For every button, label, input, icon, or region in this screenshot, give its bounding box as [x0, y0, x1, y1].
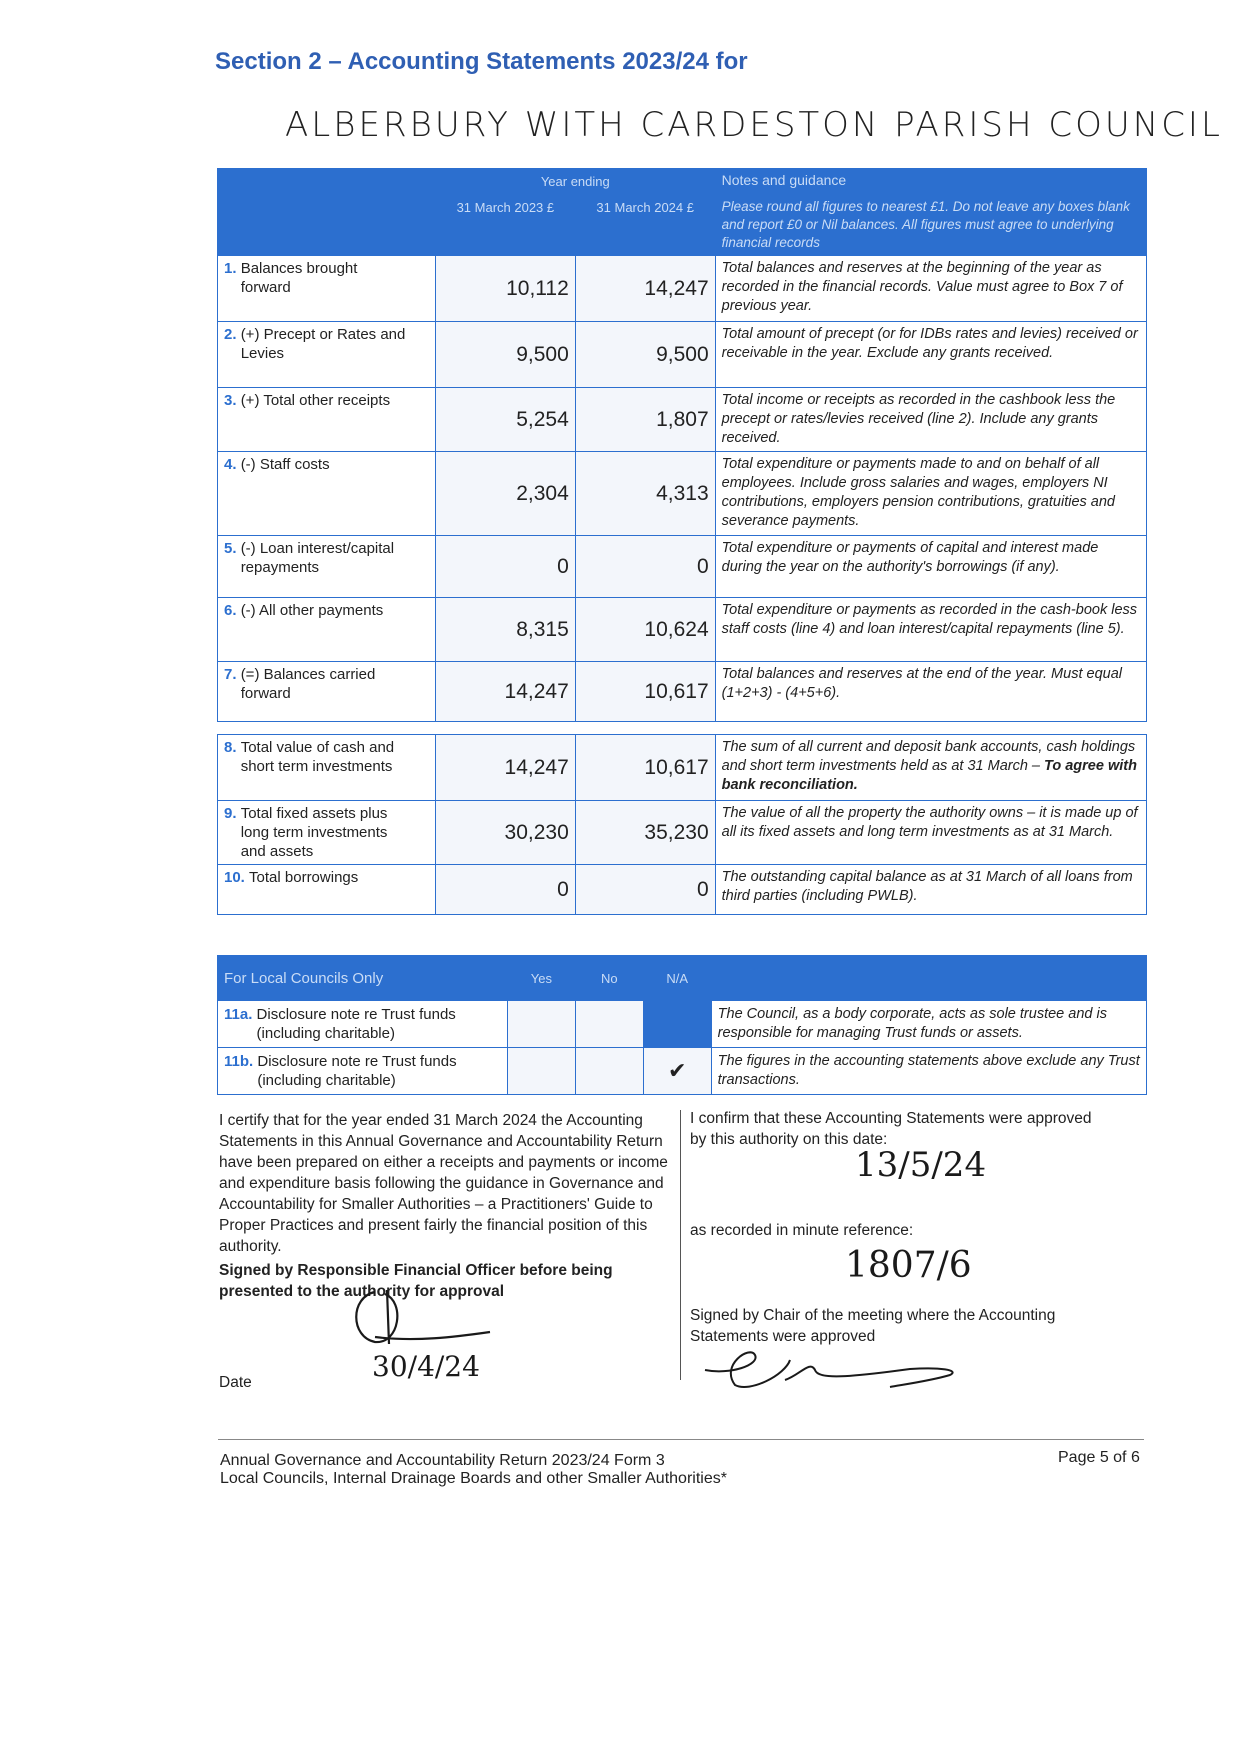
- balance-rows: [218, 735, 1147, 915]
- value-2023: 14,247: [435, 662, 575, 722]
- row-number: 5.: [224, 540, 237, 557]
- row-label-cell: [218, 662, 436, 722]
- row-note-bold: To agree with bank reconciliation.: [721, 758, 1137, 793]
- no-checkbox-11a[interactable]: [575, 1001, 643, 1048]
- value-2024: 4,313: [575, 452, 715, 536]
- row-note: Total income or receipts as recorded in the cashbook less the precept or rates/levies received (line 2). Include any grants received.: [715, 388, 1146, 452]
- value-2023: 14,247: [435, 735, 575, 801]
- table-row: [218, 322, 1147, 388]
- row-number: 10.: [224, 869, 245, 886]
- row-note-text: The sum of all current and deposit bank accounts, cash holdings and short term investments held as at 31 March –: [721, 739, 1136, 774]
- local-councils-table: [217, 955, 1147, 1095]
- row-note: Total expenditure or payments of capital and interest made during the year on the authority's borrowings (if any).: [715, 536, 1146, 598]
- value-2023: 8,315: [435, 598, 575, 662]
- value-2024: 9,500: [575, 322, 715, 388]
- year-ending-header: Year ending: [435, 169, 715, 195]
- na-checkbox-11b[interactable]: ✔: [643, 1048, 711, 1095]
- no-checkbox-11b[interactable]: [575, 1048, 643, 1095]
- row-label: (-) Loan interest/capital repayments: [240, 540, 395, 576]
- row-note: Total expenditure or payments made to and on behalf of all employees. Include gross salaries and wages, employers NI contributions, employers pension contributions, gratuities and severance payments.: [715, 452, 1146, 536]
- value-2024: 35,230: [575, 801, 715, 865]
- na-checkbox-11a[interactable]: [643, 1001, 711, 1048]
- row-label: (=) Balances carried forward: [240, 666, 376, 702]
- value-2023: 5,254: [435, 388, 575, 452]
- confirm-text: I confirm that these Accounting Statements were approved by this authority on this date:: [690, 1110, 1092, 1148]
- row-label-cell: [218, 865, 436, 915]
- row-label: (-) All other payments: [240, 602, 384, 619]
- divider-line: [680, 1110, 681, 1380]
- value-2023: 0: [435, 865, 575, 915]
- row-label: Total fixed assets plus long term investments and assets: [240, 805, 388, 860]
- page-title: Section 2 – Accounting Statements 2023/24 for: [215, 48, 748, 75]
- accounting-statements-table: [217, 168, 1147, 915]
- row-label: Total value of cash and short term investments: [240, 739, 395, 775]
- row-number: 3.: [224, 392, 237, 409]
- table-row: [218, 865, 1147, 915]
- page-number: Page 5 of 6: [1058, 1449, 1140, 1466]
- value-2023: 2,304: [435, 452, 575, 536]
- value-2024: 10,617: [575, 662, 715, 722]
- yes-header: Yes: [507, 956, 575, 1001]
- row-label-cell: [218, 452, 436, 536]
- col-2023-header: 31 March 2023 £: [435, 195, 575, 256]
- table-row: [218, 388, 1147, 452]
- local-councils-header-blank: [711, 956, 1146, 1001]
- row-number: 7.: [224, 666, 237, 683]
- footer-line1: Annual Governance and Accountability Return 2023/24 Form 3: [220, 1452, 665, 1469]
- table-row: [218, 536, 1147, 598]
- value-2024: 10,624: [575, 598, 715, 662]
- chair-signed-by: Signed by Chair of the meeting where the Accounting Statements were approved: [690, 1307, 1056, 1345]
- value-2024: 14,247: [575, 256, 715, 322]
- notes-header: Notes and guidance: [715, 169, 1146, 195]
- row-label: Total borrowings: [249, 869, 359, 886]
- row-label-cell: [218, 536, 436, 598]
- local-councils-header: For Local Councils Only: [218, 956, 508, 1001]
- na-header: N/A: [643, 956, 711, 1001]
- row-label: (-) Staff costs: [240, 456, 330, 473]
- value-2023: 9,500: [435, 322, 575, 388]
- row-number: 11a.: [224, 1006, 253, 1023]
- row-number: 8.: [224, 739, 237, 756]
- yes-checkbox-11a[interactable]: [507, 1001, 575, 1048]
- row-note: The outstanding capital balance as at 31 March of all loans from third parties (including PWLB).: [715, 865, 1146, 915]
- statement-rows: [218, 256, 1147, 722]
- no-header: No: [575, 956, 643, 1001]
- row-label-cell: [218, 801, 436, 865]
- date-label: Date: [219, 1374, 252, 1391]
- row-number: 2.: [224, 326, 237, 343]
- table-row: [218, 598, 1147, 662]
- table-row: [218, 1048, 1147, 1095]
- minute-label: as recorded in minute reference:: [690, 1222, 914, 1239]
- row-label-cell: [218, 388, 436, 452]
- row-note: The figures in the accounting statements above exclude any Trust transactions.: [711, 1048, 1146, 1095]
- table-row: [218, 801, 1147, 865]
- chair-signature: [700, 1345, 970, 1395]
- row-label: (+) Total other receipts: [240, 392, 391, 409]
- value-2023: 30,230: [435, 801, 575, 865]
- table-row: [218, 735, 1147, 801]
- row-note: [715, 735, 1146, 801]
- row-label: (+) Precept or Rates and Levies: [240, 326, 406, 362]
- table-row: [218, 1001, 1147, 1048]
- value-2024: 0: [575, 536, 715, 598]
- row-label-cell: [218, 735, 436, 801]
- table-row: [218, 452, 1147, 536]
- row-label-cell: [218, 256, 436, 322]
- row-label: Balances brought forward: [240, 260, 358, 296]
- col-2024-header: 31 March 2024 £: [575, 195, 715, 256]
- row-note: The Council, as a body corporate, acts as sole trustee and is responsible for managing Trust funds or assets.: [711, 1001, 1146, 1048]
- row-number: 11b.: [224, 1053, 254, 1070]
- footer-line2: Local Councils, Internal Drainage Boards and other Smaller Authorities*: [220, 1470, 727, 1487]
- yes-checkbox-11b[interactable]: [507, 1048, 575, 1095]
- rfo-signature: [345, 1282, 500, 1352]
- row-note: Total amount of precept (or for IDBs rates and levies) received or receivable in the year. Exclude any grants received.: [715, 322, 1146, 388]
- row-note: The value of all the property the authority owns – it is made up of all its fixed assets and long term investments as at 31 March.: [715, 801, 1146, 865]
- certify-text: I certify that for the year ended 31 March 2024 the Accounting Statements in this Annual Governance and Accountability Return have been prepared on either a receipts and payments or income and expenditure basis following the guidance in Governance and Accountability for Smaller Authorities – a Practitioners' Guide to Proper Practices and present fairly the financial position of this authority.: [219, 1112, 668, 1255]
- row-note: Total expenditure or payments as recorded in the cash-book less staff costs (line 4) and loan interest/capital repayments (line 5).: [715, 598, 1146, 662]
- rfo-signed-by: Signed by Responsible Financial Officer before being presented to the authority for approval: [219, 1262, 613, 1300]
- rfo-date-handwritten: 30/4/24: [372, 1350, 480, 1383]
- row-note: Total balances and reserves at the end of the year. Must equal (1+2+3) - (4+5+6).: [715, 662, 1146, 722]
- value-2024: 0: [575, 865, 715, 915]
- row-label-cell: [218, 598, 436, 662]
- row-number: 9.: [224, 805, 237, 822]
- footer-divider: [218, 1439, 1144, 1440]
- table-row: [218, 662, 1147, 722]
- notes-guidance: Please round all figures to nearest £1. Do not leave any boxes blank and report £0 or Nil balances. All figures must agree to underlying financial records: [715, 195, 1146, 256]
- row-label-cell: [218, 322, 436, 388]
- minute-reference-handwritten: 1807/6: [845, 1245, 972, 1286]
- approval-date-handwritten: 13/5/24: [855, 1145, 987, 1185]
- table-header-blank: [218, 169, 436, 256]
- value-2024: 10,617: [575, 735, 715, 801]
- row-number: 1.: [224, 260, 237, 277]
- row-number: 6.: [224, 602, 237, 619]
- table-row: [218, 256, 1147, 322]
- row-label: Disclosure note re Trust funds (including charitable): [257, 1053, 457, 1089]
- row-label: Disclosure note re Trust funds (including charitable): [256, 1006, 456, 1042]
- authority-name-handwritten: ALBERBURY WITH CARDESTON PARISH COUNCIL: [285, 105, 1223, 145]
- value-2023: 10,112: [435, 256, 575, 322]
- row-note: Total balances and reserves at the beginning of the year as recorded in the financial records. Value must agree to Box 7 of previous year.: [715, 256, 1146, 322]
- row-number: 4.: [224, 456, 237, 473]
- value-2023: 0: [435, 536, 575, 598]
- value-2024: 1,807: [575, 388, 715, 452]
